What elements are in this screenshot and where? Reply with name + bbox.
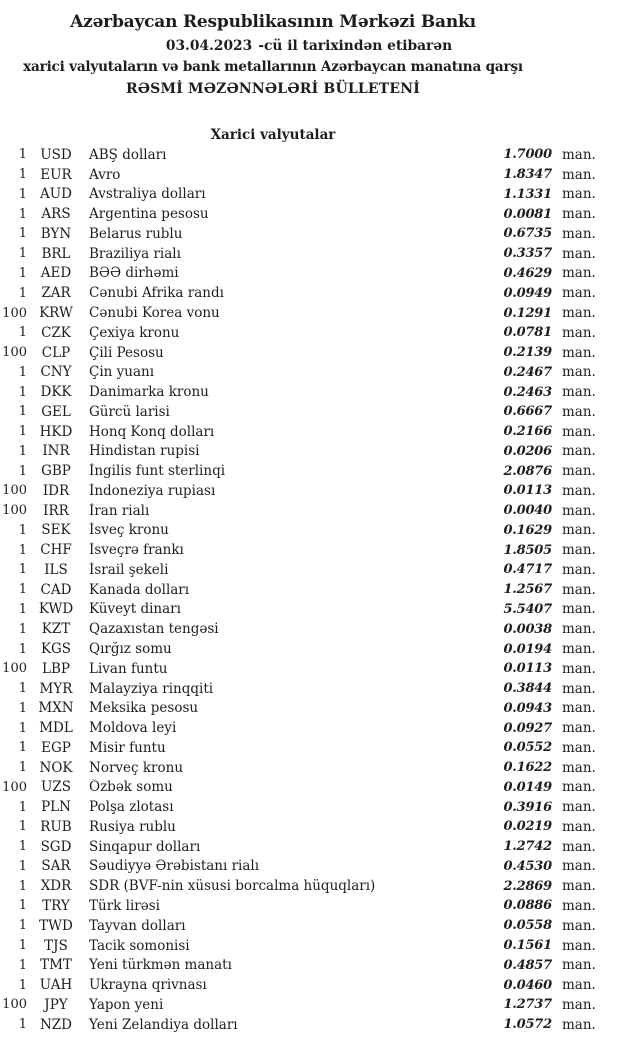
rate-row [0,857,594,877]
unit-label: man. [562,601,596,618]
rate-row [0,758,594,778]
unit-label: man. [562,660,596,677]
nominal-quantity: 1 [18,147,27,163]
nominal-quantity: 1 [18,957,27,973]
currency-code: KWD [38,601,74,618]
nominal-quantity: 100 [2,779,27,795]
nominal-quantity: 1 [18,641,27,657]
currency-code: CNY [40,364,72,381]
unit-label: man. [562,977,596,994]
exchange-rates-table [0,145,594,1034]
rate-row [0,600,594,620]
nominal-quantity: 100 [2,997,27,1013]
nominal-quantity: 1 [18,977,27,993]
unit-label: man. [562,206,596,223]
exchange-rate: 0.0081 [503,206,552,222]
exchange-rate: 0.1622 [503,760,552,776]
rate-row [0,481,594,501]
nominal-quantity: 1 [18,918,27,934]
exchange-rate: 0.4530 [503,858,552,874]
unit-label: man. [562,700,596,717]
nominal-quantity: 100 [2,345,27,361]
currency-code: MDL [39,720,73,737]
unit-label: man. [562,265,596,282]
unit-label: man. [562,759,596,776]
unit-label: man. [562,680,596,697]
exchange-rate: 1.2742 [503,839,552,855]
nominal-quantity: 100 [2,503,27,519]
unit-label: man. [562,641,596,658]
unit-label: man. [562,423,596,440]
currency-code: UAH [39,977,73,994]
currency-code: CZK [41,324,71,341]
currency-name: Səudiyyə Ərəbistanı rialı [89,858,260,875]
rate-row [0,402,594,422]
exchange-rate: 1.8505 [503,542,552,558]
exchange-rate: 0.2467 [503,364,552,380]
currency-code: TMT [40,957,72,974]
currency-name: Qırğız somu [89,641,172,658]
rate-row [0,540,594,560]
unit-label: man. [562,186,596,203]
effective-date-suffix: -cü il tarixindən etibarən [258,38,453,54]
exchange-rate: 0.0552 [503,740,552,756]
currency-code: SEK [41,522,71,539]
unit-label: man. [562,443,596,460]
rate-row [0,916,594,936]
currency-code: UZS [40,779,71,796]
rate-row [0,797,594,817]
currency-name: İndoneziya rupiası [89,482,216,499]
unit-label: man. [562,324,596,341]
unit-label: man. [562,166,596,183]
nominal-quantity: 1 [18,1017,27,1033]
currency-code: NOK [39,759,73,776]
nominal-quantity: 1 [18,384,27,400]
unit-label: man. [562,858,596,875]
exchange-rate: 0.0113 [503,483,552,499]
currency-name: İngilis funt sterlinqi [89,463,226,480]
exchange-rate: 0.0040 [503,503,552,519]
currency-name: Avstraliya dolları [89,186,206,203]
currency-name: Ukrayna qrivnası [89,977,207,994]
bulletin-title: RƏSMİ MƏZƏNNƏLƏRİ BÜLLETENİ [125,81,421,97]
currency-code: GBP [41,463,71,480]
currency-name: Moldova leyi [89,720,177,737]
currency-code: INR [42,443,70,460]
nominal-quantity: 1 [18,898,27,914]
exchange-rate: 0.3844 [503,681,552,697]
currency-name: Belarus rublu [89,225,183,242]
section-title-foreign-currencies: Xarici valyutalar [210,127,336,143]
exchange-rate: 2.2869 [503,878,552,894]
unit-label: man. [562,779,596,796]
rate-row [0,343,594,363]
bulletin-subtitle: xarici valyutaların və bank metallarının Azərbaycan manatına qarşı [23,59,523,75]
exchange-rate: 0.4857 [503,957,552,973]
nominal-quantity: 1 [18,720,27,736]
currency-name: İran rialı [89,502,150,519]
rate-row [0,718,594,738]
currency-name: Hindistan rupisi [89,443,200,460]
unit-label: man. [562,542,596,559]
exchange-rate: 0.0194 [503,641,552,657]
rate-row [0,244,594,264]
rate-row [0,323,594,343]
nominal-quantity: 1 [18,246,27,262]
currency-code: CLP [41,344,71,361]
bank-name-title: Azərbaycan Respublikasının Mərkəzi Bankı [70,12,476,32]
rate-row [0,303,594,323]
exchange-rate: 0.3357 [503,246,552,262]
currency-name: Cənubi Korea vonu [89,305,220,321]
exchange-rate: 0.4629 [503,265,552,281]
currency-code: DKK [40,384,72,401]
nominal-quantity: 1 [18,463,27,479]
exchange-rate: 0.0460 [503,977,552,993]
unit-label: man. [562,957,596,974]
unit-label: man. [562,403,596,420]
unit-label: man. [562,621,596,638]
currency-code: AUD [40,186,72,203]
unit-label: man. [562,344,596,361]
currency-name: Sinqapur dolları [89,838,201,855]
exchange-rate: 0.0781 [503,325,552,341]
currency-code: EGP [41,739,71,756]
currency-code: CAD [40,581,72,598]
unit-label: man. [562,799,596,816]
exchange-rate: 0.0113 [503,661,552,677]
rate-row [0,639,594,659]
currency-name: Meksika pesosu [89,700,199,717]
nominal-quantity: 1 [18,819,27,835]
rate-row [0,283,594,303]
rate-row [0,204,594,224]
rate-row [0,995,594,1015]
exchange-rate: 0.0219 [503,819,552,835]
unit-label: man. [562,897,596,914]
nominal-quantity: 1 [18,364,27,380]
effective-date: 03.04.2023 [165,38,253,54]
currency-name: Çin yuanı [89,364,155,381]
unit-label: man. [562,245,596,262]
nominal-quantity: 1 [18,167,27,183]
exchange-rate: 0.4717 [503,562,552,578]
currency-name: Kanada dolları [89,581,190,598]
currency-name: Özbək somu [89,779,173,796]
currency-code: LBP [42,660,70,677]
currency-name: Honq Konq dolları [89,423,215,440]
rate-row [0,165,594,185]
exchange-rate: 0.6735 [503,226,552,242]
currency-name: Livan funtu [89,660,168,677]
unit-label: man. [562,305,596,321]
effective-date-line [0,36,546,57]
rate-row [0,382,594,402]
currency-code: MXN [38,700,74,717]
nominal-quantity: 1 [18,878,27,894]
exchange-rate: 1.0572 [503,1017,552,1033]
rate-row [0,264,594,284]
nominal-quantity: 1 [18,938,27,953]
exchange-rate: 1.8347 [503,167,552,183]
nominal-quantity: 1 [18,186,27,202]
exchange-rate: 0.2166 [503,424,552,440]
unit-label: man. [562,285,596,302]
exchange-rate: 0.0038 [503,621,552,637]
currency-code: ARS [41,206,71,223]
nominal-quantity: 1 [18,700,27,716]
rate-row [0,461,594,481]
currency-code: MYR [39,680,73,697]
currency-code: CHF [40,542,72,559]
currency-name: Polşa zlotası [89,799,174,816]
exchange-rate: 0.3916 [503,799,552,815]
rate-row [0,975,594,995]
rate-row [0,738,594,758]
currency-name: Çexiya kronu [89,324,180,341]
rate-row [0,560,594,580]
exchange-rate: 0.0206 [503,443,552,459]
unit-label: man. [562,878,596,895]
exchange-rate: 1.2737 [503,997,552,1013]
rate-row [0,817,594,837]
currency-code: TRY [42,897,70,914]
unit-label: man. [562,838,596,855]
rate-row [0,679,594,699]
exchange-rate: 1.2567 [503,582,552,598]
currency-name: Tacik somonisi [89,937,190,954]
rate-row [0,778,594,798]
unit-label: man. [562,482,596,499]
rate-row [0,580,594,600]
currency-name: Norveç kronu [89,759,184,776]
unit-label: man. [562,937,596,954]
nominal-quantity: 1 [18,404,27,420]
rate-row [0,441,594,461]
unit-label: man. [562,384,596,401]
currency-name: ABŞ dolları [89,146,167,163]
nominal-quantity: 1 [18,839,27,855]
exchange-rate: 0.1629 [503,522,552,538]
nominal-quantity: 1 [18,226,27,242]
rate-row [0,422,594,442]
currency-name: Yapon yeni [89,996,164,1013]
exchange-rate: 1.1331 [503,186,552,202]
currency-name: İsrail şekeli [89,561,169,578]
currency-name: Türk lirəsi [89,897,160,914]
unit-label: man. [562,720,596,737]
exchange-rate: 0.1561 [503,938,552,953]
nominal-quantity: 1 [18,760,27,776]
rate-row [0,501,594,521]
nominal-quantity: 1 [18,424,27,440]
nominal-quantity: 1 [18,285,27,301]
unit-label: man. [562,502,596,519]
exchange-rate: 0.2139 [503,345,552,361]
currency-name: Gürcü larisi [89,403,170,420]
rate-row [0,936,594,956]
currency-name: Malayziya rinqqiti [89,680,214,697]
currency-code: SAR [41,858,71,875]
currency-code: TWD [39,917,73,934]
rate-row [0,698,594,718]
currency-code: GEL [41,403,71,420]
exchange-rate: 0.2463 [503,384,552,400]
exchange-rate: 0.0149 [503,779,552,795]
unit-label: man. [562,996,596,1013]
nominal-quantity: 1 [18,858,27,874]
currency-name: Braziliya rialı [89,245,181,262]
currency-code: USD [40,146,72,163]
unit-label: man. [562,146,596,163]
unit-label: man. [562,522,596,539]
rate-row [0,185,594,205]
currency-name: Avro [89,166,121,183]
unit-label: man. [562,739,596,756]
rate-row [0,896,594,916]
exchange-rate: 0.0949 [503,285,552,301]
nominal-quantity: 1 [18,740,27,756]
nominal-quantity: 1 [18,582,27,598]
currency-name: Küveyt dinarı [89,601,181,618]
nominal-quantity: 1 [18,206,27,222]
currency-name: Qazaxıstan tengəsi [89,621,219,638]
currency-name: SDR (BVF-nin xüsusi borcalma hüquqları) [89,878,376,895]
unit-label: man. [562,225,596,242]
exchange-rate: 5.5407 [503,601,552,617]
currency-name: Rusiya rublu [89,818,176,835]
currency-name: BƏƏ dirhəmi [89,265,179,282]
rate-row [0,1015,594,1035]
nominal-quantity: 100 [2,483,27,499]
currency-name: Yeni türkmən manatı [89,957,232,974]
nominal-quantity: 1 [18,265,27,281]
nominal-quantity: 1 [18,621,27,637]
currency-code: TJS [44,937,68,954]
nominal-quantity: 1 [18,601,27,617]
currency-code: NZD [39,1016,73,1033]
currency-code: JPY [44,996,68,1013]
rate-row [0,619,594,639]
exchange-rate: 0.0927 [503,720,552,736]
rate-row [0,659,594,679]
currency-name: Danimarka kronu [89,384,209,401]
currency-name: Çili Pesosu [89,344,164,361]
exchange-rate: 0.0943 [503,700,552,716]
currency-code: RUB [40,818,72,835]
currency-name: Misir funtu [89,739,166,756]
exchange-rate: 0.1291 [503,305,552,321]
currency-code: KRW [39,305,73,321]
unit-label: man. [562,917,596,934]
unit-label: man. [562,364,596,381]
currency-name: Cənubi Afrika randı [89,285,224,302]
unit-label: man. [562,561,596,578]
exchange-rate: 0.6667 [503,404,552,420]
rate-row [0,145,594,165]
unit-label: man. [562,581,596,598]
nominal-quantity: 1 [18,799,27,815]
currency-code: KZT [41,621,71,638]
rate-row [0,876,594,896]
currency-name: Tayvan dolları [89,917,186,934]
unit-label: man. [562,463,596,480]
currency-name: İsveç kronu [89,522,169,539]
currency-code: IDR [42,482,70,499]
exchange-rate: 1.7000 [503,147,552,163]
nominal-quantity: 1 [18,325,27,341]
exchange-rate: 0.0886 [503,898,552,914]
currency-code: EUR [40,166,72,183]
currency-name: Yeni Zelandiya dolları [89,1016,238,1033]
currency-code: SGD [40,838,72,855]
nominal-quantity: 1 [18,522,27,538]
currency-code: AED [40,265,72,282]
currency-code: BRL [41,245,71,262]
nominal-quantity: 1 [18,562,27,578]
nominal-quantity: 100 [2,305,27,321]
currency-name: Argentina pesosu [89,206,209,223]
exchange-rate: 2.0876 [503,463,552,479]
unit-label: man. [562,1016,596,1033]
currency-code: KGS [40,641,72,658]
nominal-quantity: 1 [18,681,27,697]
currency-name: İsveçrə frankı [89,542,184,559]
rate-row [0,224,594,244]
currency-code: ZAR [41,285,71,302]
nominal-quantity: 100 [2,661,27,677]
currency-code: PLN [41,799,71,816]
exchange-rate: 0.0558 [503,918,552,934]
bulletin-header [0,9,546,101]
rate-row [0,955,594,975]
rate-row [0,521,594,541]
currency-code: BYN [40,225,72,242]
currency-code: IRR [43,502,69,519]
rate-row [0,837,594,857]
unit-label: man. [562,818,596,835]
currency-code: HKD [39,423,73,440]
rate-row [0,362,594,382]
currency-code: ILS [44,561,68,578]
currency-code: XDR [40,878,72,895]
nominal-quantity: 1 [18,542,27,558]
nominal-quantity: 1 [18,443,27,459]
